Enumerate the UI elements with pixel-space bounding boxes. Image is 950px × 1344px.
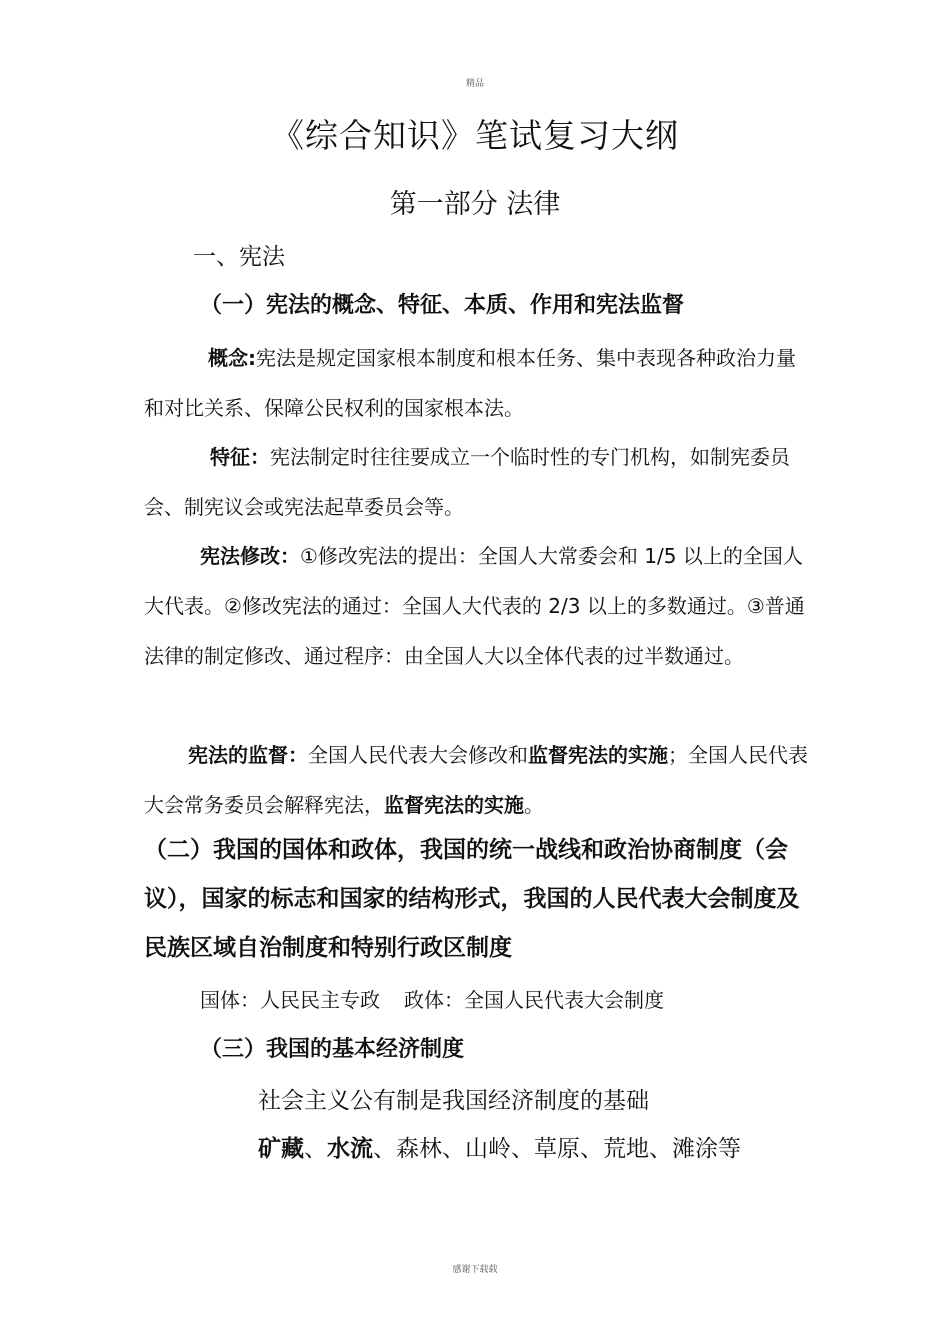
concept-paragraph [144, 333, 808, 433]
amendment-paragraph [144, 531, 808, 681]
concept-label: 概念: [208, 346, 256, 370]
feature-text: 宪法制定时往往要成立一个临时性的专门机构，如制宪委员会、制宪议会或宪法起草委员会等。 [144, 445, 790, 519]
zhengti-text: 政体：全国人民代表大会制度 [404, 988, 664, 1012]
resource-rest: 、森林、山岭、草原、荒地、滩涂等 [373, 1136, 741, 1162]
resources-line [258, 1130, 741, 1163]
feature-paragraph [144, 432, 808, 532]
part-title: 第一部分 法律 [389, 189, 561, 220]
supervision-bold-1: 监督宪法的实施 [528, 743, 668, 767]
guoti-text: 国体：人民民主专政 [200, 988, 380, 1012]
page-footer: 感谢下载载 [452, 1265, 498, 1275]
concept-text: 宪法是规定国家根本制度和根本任务、集中表现各种政治力量和对比关系、保障公民权利的国家根本法。 [144, 346, 796, 420]
supervision-paragraph [144, 730, 808, 830]
supervision-text-3: 。 [524, 793, 544, 817]
supervision-bold-2: 监督宪法的实施 [384, 793, 524, 817]
resource-bold-2: 水流 [327, 1136, 373, 1162]
amendment-text: ①修改宪法的提出：全国人大常委会和 1/5 以上的全国人大代表。②修改宪法的通过：全国人大代表的 2/3 以上的多数通过。③普通法律的制定修改、通过程序：由全国人大以全体代表的过半数通过。 [144, 544, 805, 668]
supervision-label: 宪法的监督： [188, 743, 308, 767]
resource-separator: 、 [304, 1136, 327, 1162]
subsection-heading-3: （三）我国的基本经济制度 [200, 1037, 465, 1062]
state-system-line [200, 984, 664, 1013]
document-title: 《综合知识》笔试复习大纲 [271, 116, 679, 155]
section-heading: 一、宪法 [193, 244, 285, 270]
subsection-heading-2: （二）我国的国体和政体，我国的统一战线和政治协商制度（会议），国家的标志和国家的结构形式，我国的人民代表大会制度及民族区域自治制度和特别行政区制度 [144, 837, 800, 961]
page-header: 精品 [465, 79, 484, 89]
amendment-label: 宪法修改： [200, 544, 300, 568]
resource-bold-1: 矿藏 [258, 1136, 304, 1162]
supervision-text-2: ；全国人民代表大会常务委员会解释宪法， [144, 743, 808, 817]
basis-line: 社会主义公有制是我国经济制度的基础 [258, 1088, 649, 1114]
feature-label: 特征： [210, 445, 270, 469]
subsection-heading-1: （一）宪法的概念、特征、本质、作用和宪法监督 [200, 293, 685, 318]
supervision-text-1: 全国人民代表大会修改和 [308, 743, 528, 767]
